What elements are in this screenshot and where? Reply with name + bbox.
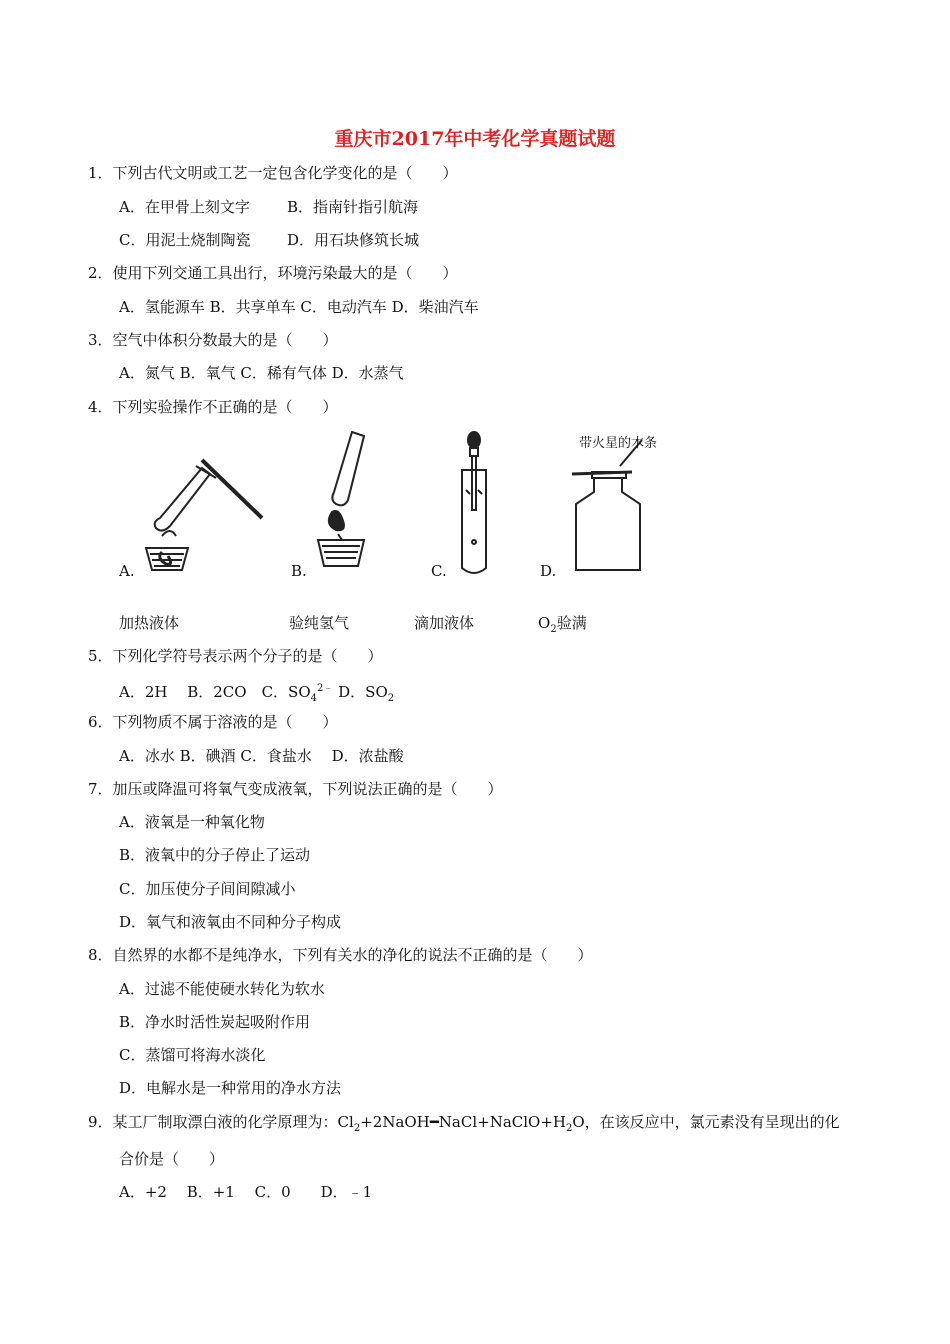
figure-oxygen-full-check [568, 430, 668, 580]
question-5-stem: 5．下列化学符号表示两个分子的是（ ） [88, 647, 383, 665]
figure-d-caption: $O_2$验满 [538, 614, 587, 635]
question-1-option-d: D．用石块修筑长城 [287, 231, 420, 249]
figure-c-label: C. [431, 562, 447, 580]
question-3-stem: 3．空气中体积分数最大的是（ ） [88, 331, 338, 349]
question-1-option-c: C．用泥土烧制陶瓷 [119, 231, 251, 249]
figure-testing-hydrogen [312, 428, 392, 578]
question-9-stem-continued: 合价是（ ） [119, 1150, 225, 1168]
figure-heating-liquid [140, 448, 270, 578]
figure-a-label: A. [119, 562, 135, 580]
question-9-stem: 9．某工厂制取漂白液的化学原理为：$Cl_2+2NaOH━NaCl+NaClO+H_2O$，在该反应中，氯元素没有呈现出的化 [88, 1113, 840, 1134]
question-7-option-c: C．加压使分子间间隙减小 [119, 880, 296, 898]
figure-b-label: B. [291, 562, 307, 580]
question-8-option-a: A．过滤不能使硬水转化为软水 [119, 980, 325, 998]
question-5-options: A．2H B．2CO C．$SO_4^{2﹣}$ D．$SO_2$ [119, 683, 395, 704]
figure-dropping-liquid [450, 430, 500, 580]
question-6-stem: 6．下列物质不属于溶液的是（ ） [88, 713, 338, 731]
figure-c-caption: 滴加液体 [414, 614, 475, 632]
figure-a-caption: 加热液体 [119, 614, 180, 632]
question-3-options: A．氮气 B．氧气 C．稀有气体 D．水蒸气 [119, 364, 404, 382]
figure-b-caption: 验纯氢气 [289, 614, 350, 632]
question-7-option-b: B．液氧中的分子停止了运动 [119, 846, 311, 864]
question-6-options: A．冰水 B．碘酒 C．食盐水 D．浓盐酸 [119, 747, 404, 765]
figure-d-label: D. [540, 562, 557, 580]
question-7-stem: 7．加压或降温可将氧气变成液氧，下列说法正确的是（ ） [88, 780, 503, 798]
question-1-option-a: A．在甲骨上刻文字 [119, 198, 250, 216]
question-8-option-d: D．电解水是一种常用的净水方法 [119, 1079, 342, 1097]
question-8-stem: 8．自然界的水都不是纯净水，下列有关水的净化的说法不正确的是（ ） [88, 946, 593, 964]
page-title: 重庆市2017年中考化学真题试题 [334, 128, 616, 150]
question-1-stem: 1．下列古代文明或工艺一定包含化学变化的是（ ） [88, 164, 458, 182]
question-7-option-a: A．液氧是一种氧化物 [119, 813, 265, 831]
question-7-option-d: D．氧气和液氧由不同种分子构成 [119, 913, 342, 931]
question-1-option-b: B．指南针指引航海 [287, 198, 419, 216]
question-8-option-b: B．净水时活性炭起吸附作用 [119, 1013, 311, 1031]
question-4-stem: 4．下列实验操作不正确的是（ ） [88, 398, 338, 416]
question-2-stem: 2．使用下列交通工具出行，环境污染最大的是（ ） [88, 264, 458, 282]
question-9-options: A．+2 B．+1 C．0 D．﹣1 [119, 1183, 373, 1201]
stick-label: 带火星的木条 [579, 436, 658, 451]
question-8-option-c: C．蒸馏可将海水淡化 [119, 1046, 266, 1064]
question-2-options: A．氢能源车 B．共享单车 C．电动汽车 D．柴油汽车 [119, 298, 479, 316]
